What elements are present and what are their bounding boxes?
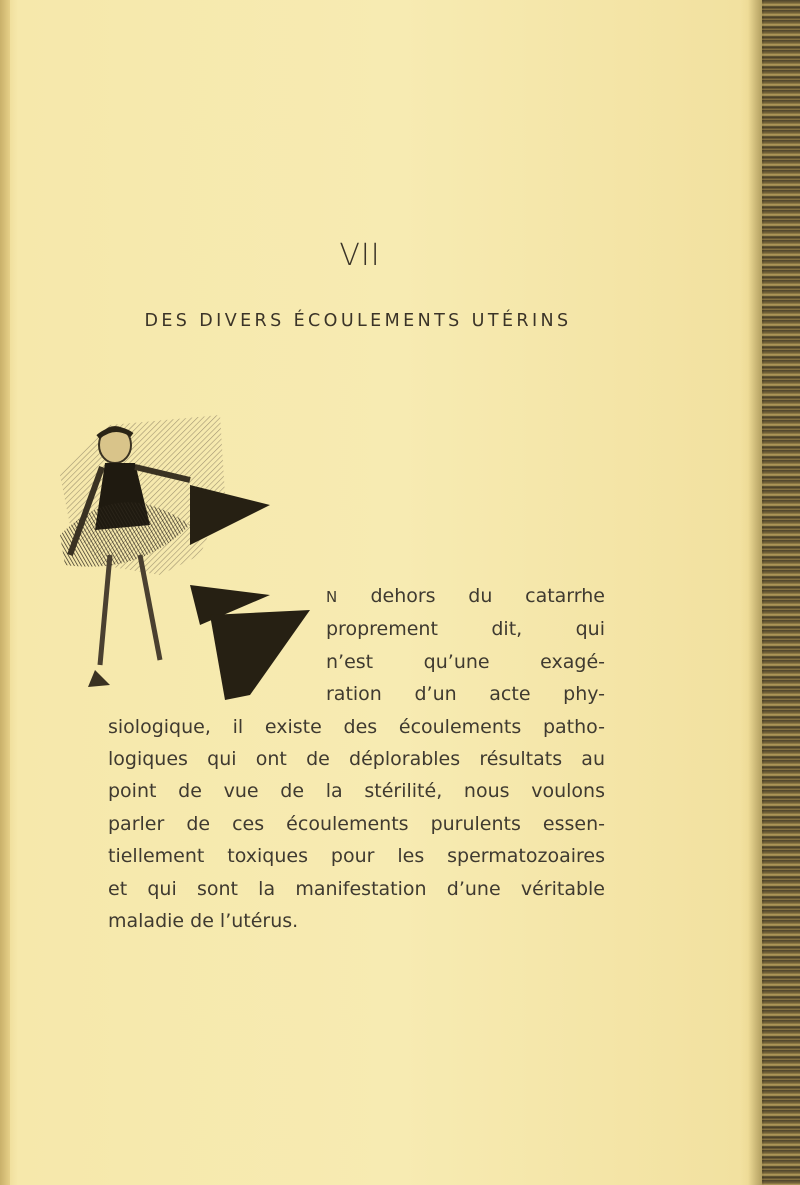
- text-line: parler de ces écoulements purulents essen-: [108, 812, 605, 835]
- drop-cap-remainder: N: [326, 588, 338, 606]
- text-line: siologique, il existe des écoulements patho-: [108, 715, 605, 738]
- dancer-foot: [88, 670, 110, 687]
- chapter-number: VII: [339, 238, 381, 273]
- text-line: n’est qu’une exagé-: [326, 650, 605, 673]
- text-line: proprement dit, qui: [326, 618, 605, 641]
- text-line-content: dehors du catarrhe: [337, 585, 605, 607]
- text-line: logiques qui ont de déplorables résultats au: [108, 748, 605, 771]
- text-line: ration d’un acte phy-: [326, 683, 605, 706]
- chapter-title: DES DIVERS ÉCOULEMENTS UTÉRINS: [144, 311, 572, 331]
- text-line: et qui sont la manifestation d’une véritable: [108, 877, 605, 900]
- body-paragraph: [108, 580, 605, 937]
- page-left-edge: [0, 0, 10, 1185]
- book-spine-edge: [762, 0, 800, 1185]
- text-line: maladie de l’utérus.: [108, 910, 299, 933]
- text-line: point de vue de la stérilité, nous voulons: [108, 780, 605, 803]
- dark-wing-upper: [190, 485, 270, 545]
- text-line: [108, 580, 605, 613]
- text-line: tiellement toxiques pour les spermatozoaires: [108, 845, 605, 868]
